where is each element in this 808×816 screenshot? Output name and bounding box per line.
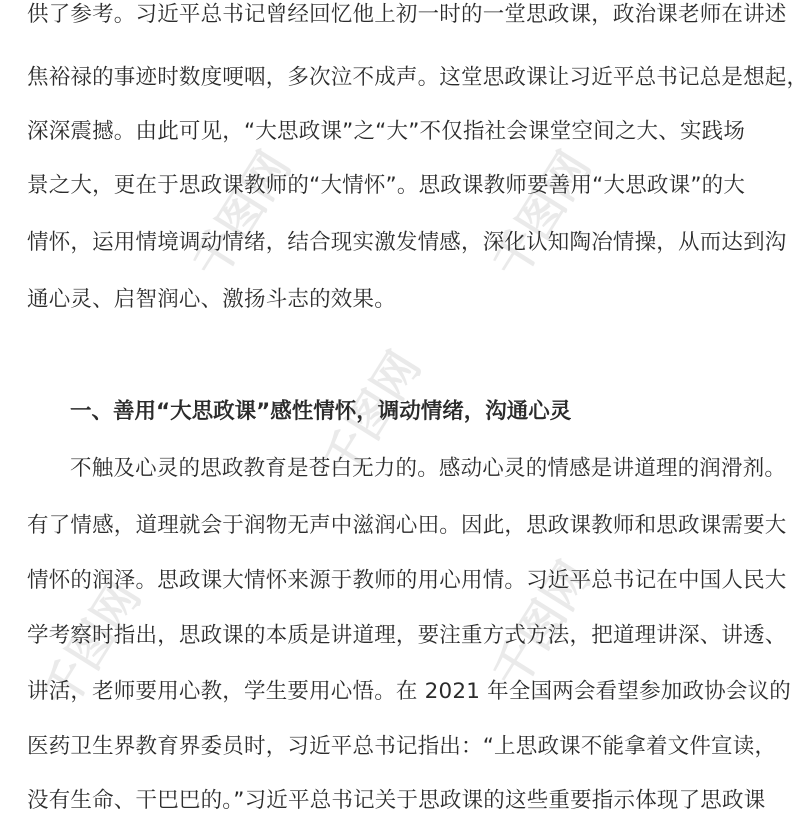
- watermark: 千图网: [312, 341, 432, 488]
- paragraph-line: 通心灵、启智润心、激扬斗志的效果。: [27, 287, 396, 312]
- paragraph-line: 讲活，老师要用心教，学生要用心悟。在 2021 年全国两会看望参加政协会议的: [27, 679, 791, 704]
- paragraph-line: 没有生命、干巴巴的。”习近平总书记关于思政课的这些重要指示体现了思政课: [27, 788, 766, 813]
- paragraph-line: 深深震撼。由此可见，“大思政课”之“大”不仅指社会课堂空间之大、实践场: [27, 119, 746, 144]
- section-heading: 一、善用“大思政课”感性情怀，调动情绪，沟通心灵: [70, 399, 572, 424]
- watermark: 千图网: [482, 551, 602, 698]
- paragraph-line: 情怀，运用情境调动情绪，结合现实激发情感，深化认知陶冶情操，从而达到沟: [27, 230, 787, 255]
- paragraph-line: 景之大，更在于思政课教师的“大情怀”。思政课教师要善用“大思政课”的大: [27, 173, 746, 198]
- paragraph-line: 学考察时指出，思政课的本质是讲道理，要注重方式方法，把道理讲深、讲透、: [27, 623, 787, 648]
- paragraph-line: 不触及心灵的思政教育是苍白无力的。感动心灵的情感是讲道理的润滑剂。: [70, 456, 787, 481]
- watermark: 千图网: [482, 141, 602, 288]
- watermark: 千图网: [182, 141, 302, 288]
- paragraph-line: 情怀的润泽。思政课大情怀来源于教师的用心用情。习近平总书记在中国人民大: [27, 568, 787, 593]
- paragraph-line: 医药卫生界教育界委员时，习近平总书记指出：“上思政课不能拿着文件宣读，: [27, 734, 777, 759]
- watermark: 千图网: [32, 571, 152, 718]
- paragraph-line: 有了情感，道理就会于润物无声中滋润心田。因此，思政课教师和思政课需要大: [27, 513, 787, 538]
- paragraph-line: 焦裕禄的事迹时数度哽咽，多次泣不成声。这堂思政课让习近平总书记总是想起，: [27, 65, 808, 90]
- paragraph-line: 供了参考。习近平总书记曾经回忆他上初一时的一堂思政课，政治课老师在讲述: [27, 2, 787, 27]
